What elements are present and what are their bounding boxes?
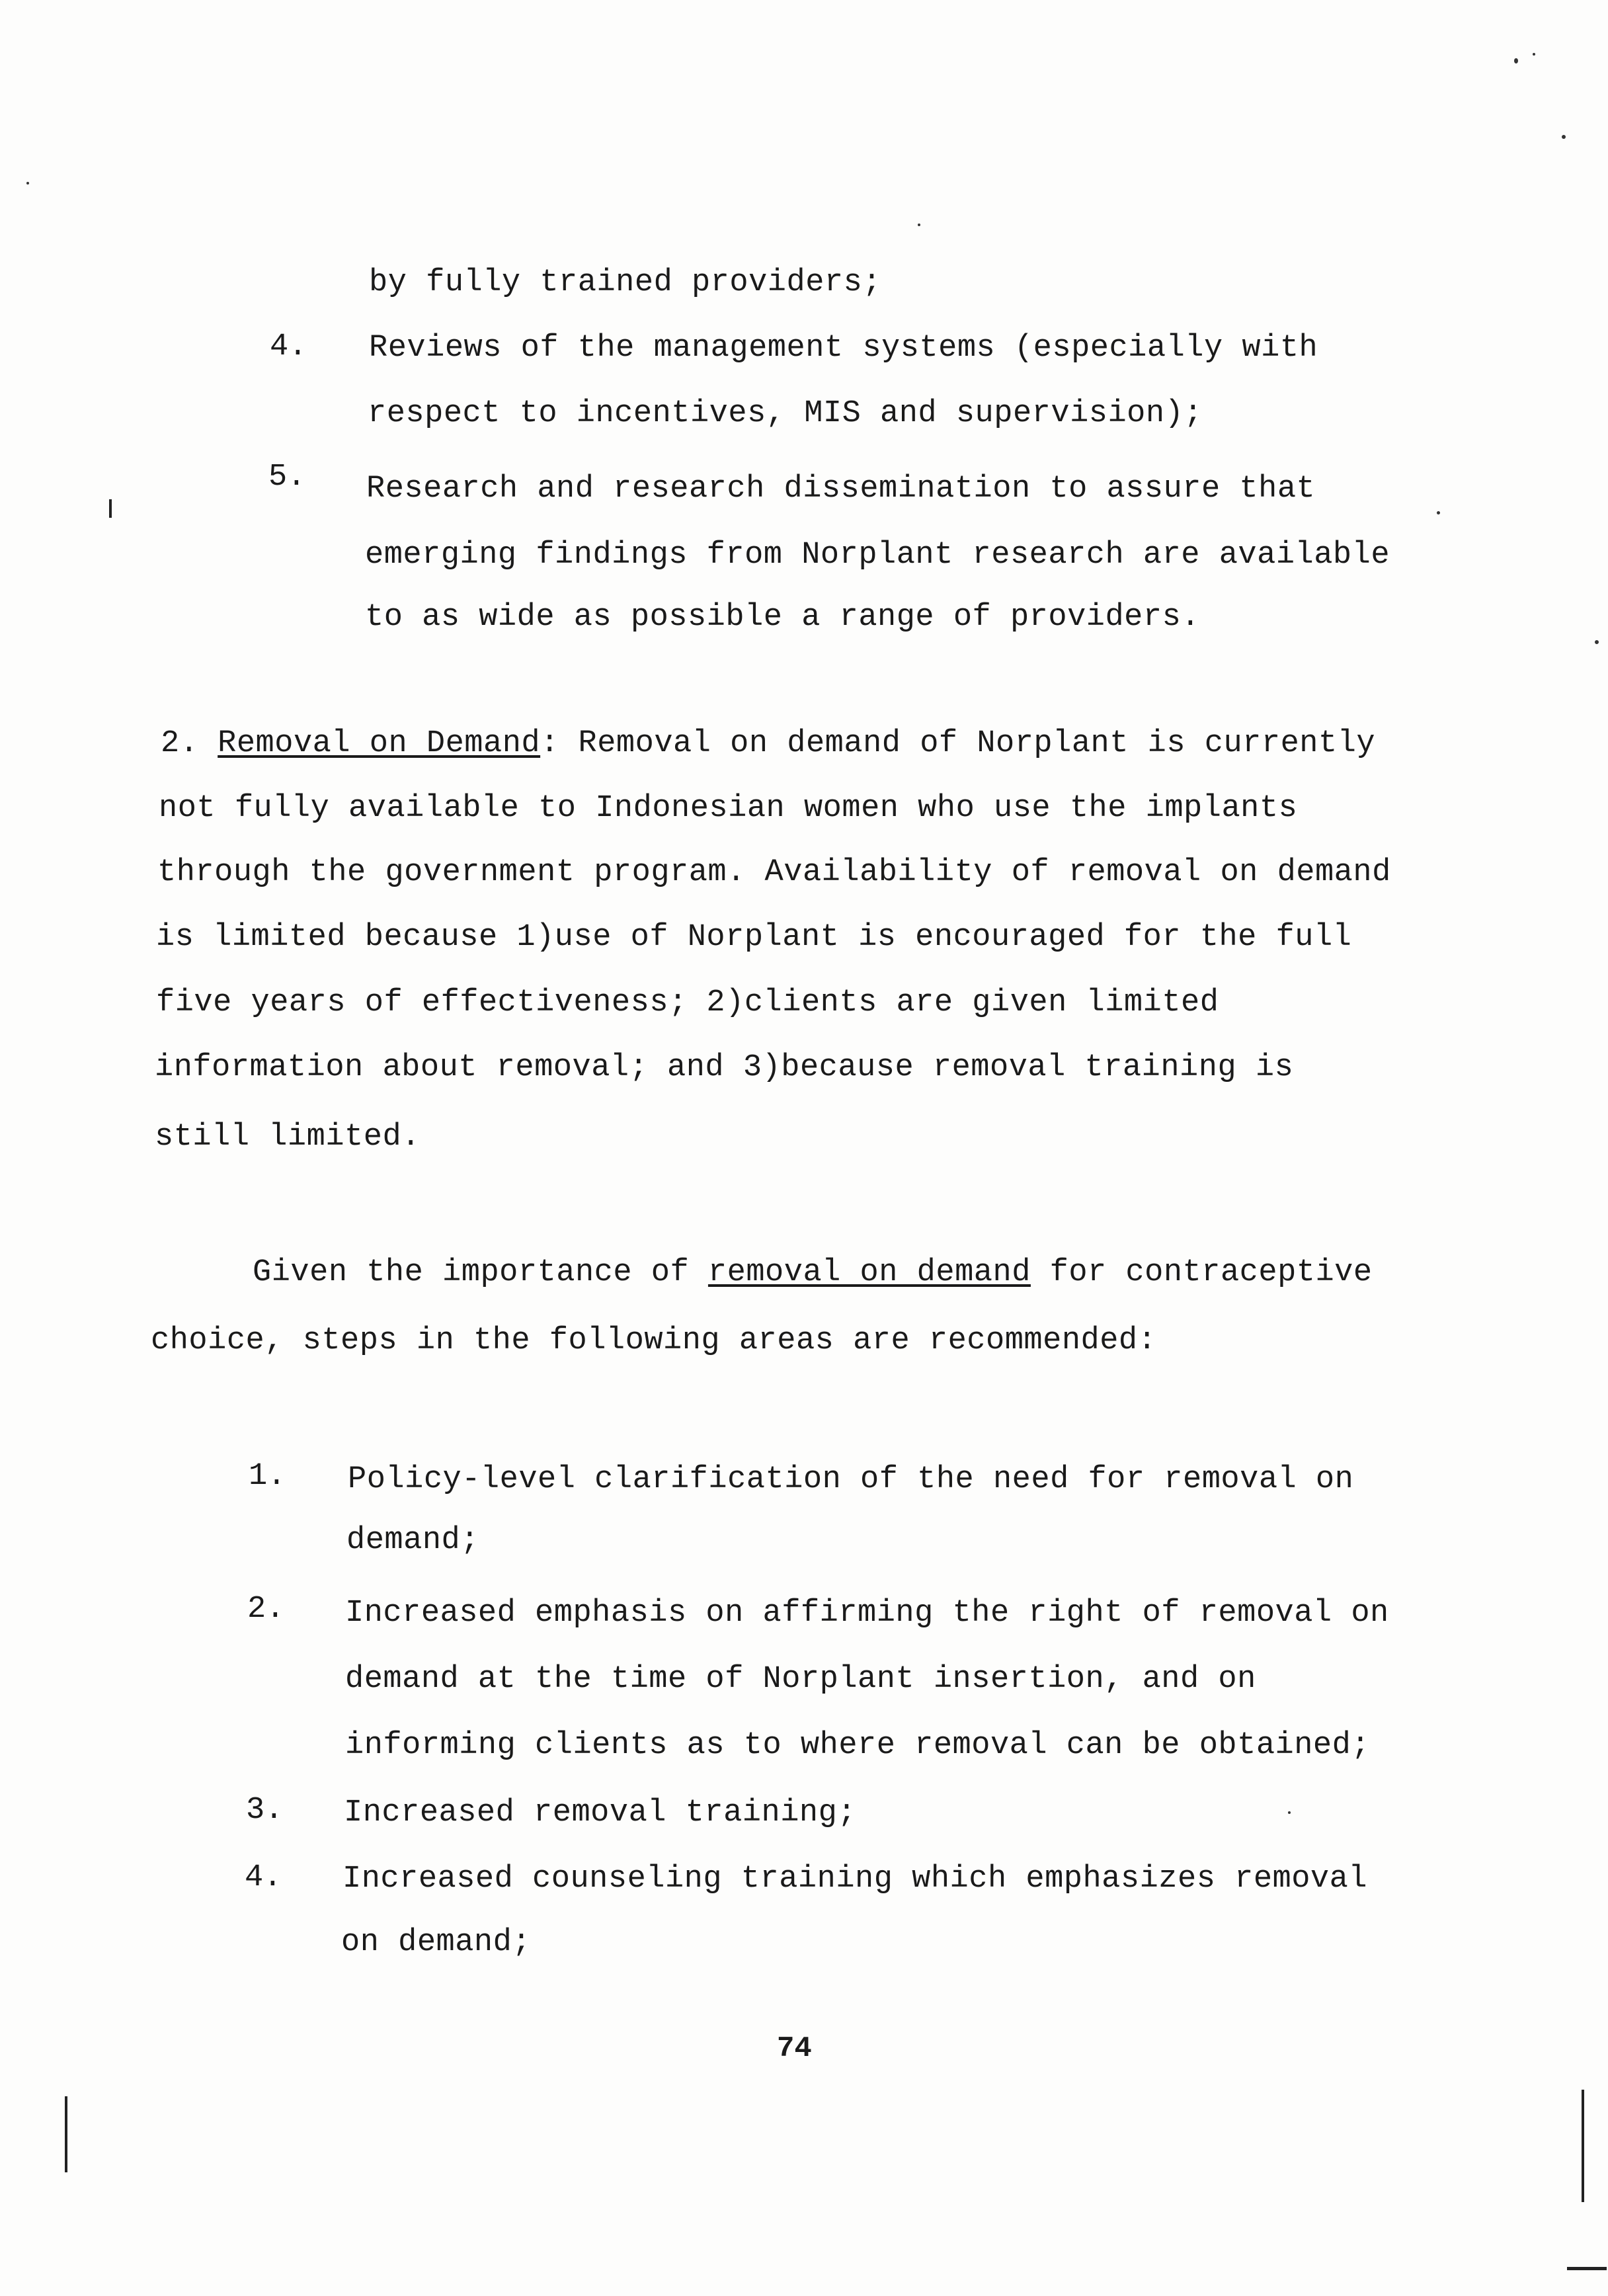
scan-speck xyxy=(1514,58,1518,63)
section-line-rest: : Removal on demand of Norplant is currently xyxy=(540,726,1376,761)
section-number: 2. xyxy=(161,726,218,761)
page-number: 74 xyxy=(777,2032,812,2065)
section-heading-line xyxy=(161,724,1375,764)
text-span: Given the importance of xyxy=(253,1255,708,1290)
scan-speck xyxy=(1595,640,1599,644)
list-item-line: to as wide as possible a range of providers. xyxy=(365,600,1201,635)
list-item-number: 4. xyxy=(270,329,307,364)
text-span: for contraceptive xyxy=(1030,1255,1373,1290)
scan-speck xyxy=(1562,135,1566,139)
scan-speck xyxy=(1288,1811,1291,1814)
list-item-line: Research and research dissemination to assure that xyxy=(366,472,1316,507)
paragraph-line: five years of effectiveness; 2)clients are given limited xyxy=(156,985,1219,1020)
emphasis-removal-on-demand: removal on demand xyxy=(707,1255,1031,1290)
list-item-line: Increased counseling training which emphasizes removal xyxy=(342,1862,1368,1897)
list-item-number: 1. xyxy=(249,1459,286,1494)
paragraph-line: not fully available to Indonesian women who use the implants xyxy=(159,791,1298,826)
list-item-number: 3. xyxy=(246,1793,284,1828)
list-item-line: Increased removal training; xyxy=(344,1795,857,1830)
paragraph-line: information about removal; and 3)because removal training is xyxy=(155,1050,1294,1085)
scan-mark xyxy=(109,499,112,518)
scan-edge-line xyxy=(1582,2090,1584,2202)
scan-speck xyxy=(1437,511,1440,514)
list-item-line: demand at the time of Norplant insertion, and on xyxy=(345,1662,1256,1697)
list-item-number: 5. xyxy=(268,460,306,495)
section-heading: Removal on Demand xyxy=(218,726,541,761)
paragraph-line: is limited because 1)use of Norplant is encouraged for the full xyxy=(156,920,1352,955)
scan-mark xyxy=(65,2096,67,2172)
scan-speck xyxy=(26,182,29,184)
paragraph-line xyxy=(253,1253,1373,1293)
list-item-number: 4. xyxy=(245,1860,282,1895)
list-item-line: demand; xyxy=(346,1523,479,1558)
paragraph-line: through the government program. Availability of removal on demand xyxy=(157,855,1391,890)
list-item-line: emerging findings from Norplant research are available xyxy=(365,538,1390,573)
list-item-number: 2. xyxy=(247,1592,285,1627)
list-item-line: respect to incentives, MIS and supervision); xyxy=(368,396,1203,431)
list-item-line: on demand; xyxy=(341,1925,532,1960)
scan-speck xyxy=(918,224,920,226)
list-item-line: Increased emphasis on affirming the right of removal on xyxy=(345,1596,1389,1631)
list-item-line: informing clients as to where removal can be obtained; xyxy=(345,1728,1371,1763)
scan-edge-line xyxy=(1567,2267,1607,2270)
list-continuation-line: by fully trained providers; xyxy=(369,265,882,300)
paragraph-line: choice, steps in the following areas are recommended: xyxy=(151,1323,1157,1358)
paragraph-line: still limited. xyxy=(155,1120,421,1155)
scan-speck xyxy=(1533,53,1535,56)
list-item-line: Policy-level clarification of the need for removal on xyxy=(348,1462,1354,1497)
list-item-line: Reviews of the management systems (especially with xyxy=(369,331,1318,366)
